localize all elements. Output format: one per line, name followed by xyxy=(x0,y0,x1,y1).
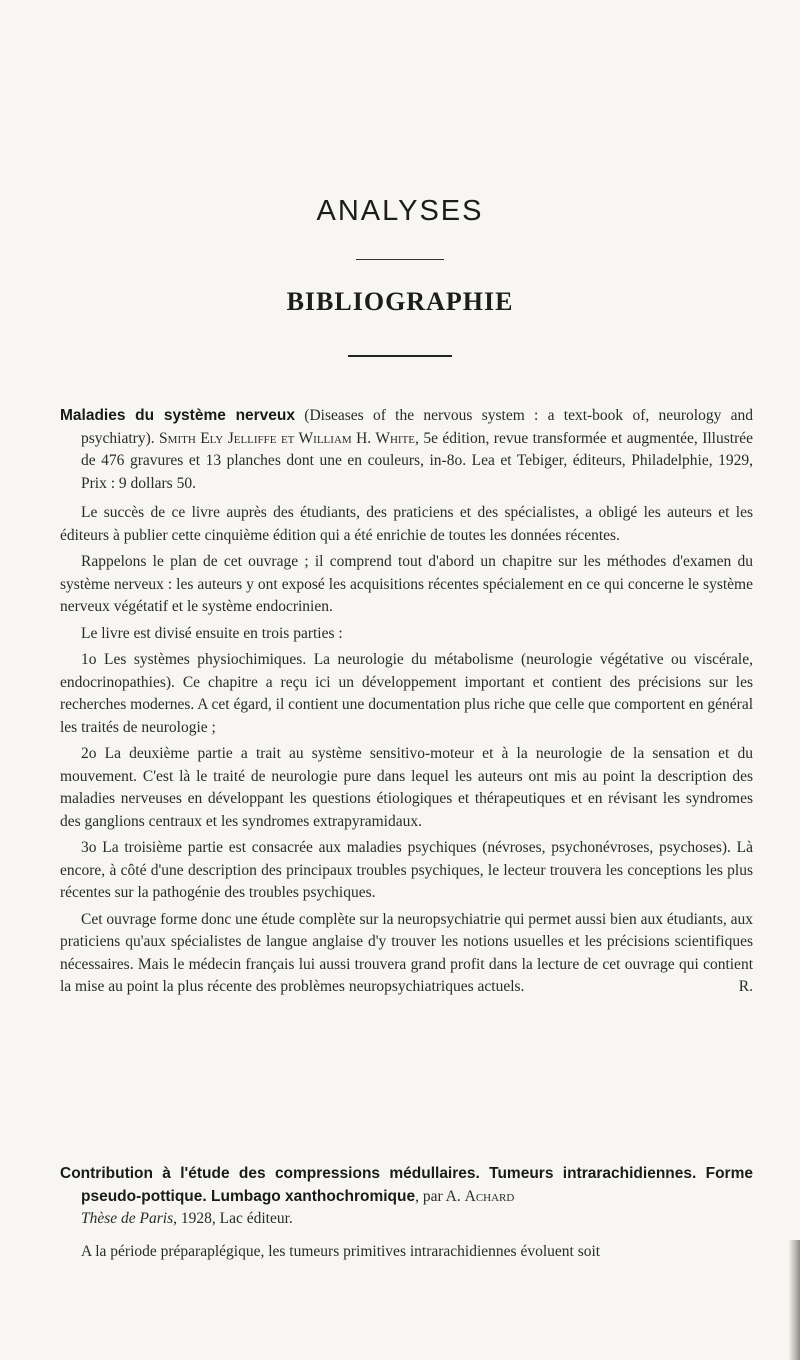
review-1-closing xyxy=(60,909,753,999)
section-title: BIBLIOGRAPHIE xyxy=(286,287,514,316)
review-1-closing-text: Cet ouvrage forme donc une étude complète sur la neuropsychiatrie qui permet aussi bien aux étudiants, aux praticiens qu'aux spécialistes de langue anglaise d'y trouver les notions usuelles et les précisions scientifiques nécessaires. Mais le médecin français lui aussi trouvera grand profit dans la lecture de cet ouvrage qui contient la mise au point la plus récente des problèmes neuropsychiatriques actuels. xyxy=(60,910,753,995)
review-1-book-title: Maladies du système nerveux xyxy=(60,407,296,424)
review-2-author: Achard xyxy=(464,1187,515,1205)
review-2 xyxy=(60,1163,753,1263)
review-1-paragraph xyxy=(60,909,753,999)
review-1-paragraph: 2o La deuxième partie a trait au système sensitivo-moteur et à la neurologie de la sensation et du mouvement. C'est là le traité de neurologie pure dans lequel les auteurs ont mis au point la description des maladies nerveuses en développant les questions étiologiques et thérapeutiques et en révisant les syndromes des ganglions centraux et les syndromes extrapyramidaux. xyxy=(60,745,753,830)
review-1-signature: R. xyxy=(738,978,753,995)
review-1-paragraph: Le livre est divisé ensuite en trois parties : xyxy=(81,624,343,642)
review-1-paragraph: 1o Les systèmes physiochimiques. La neurologie du métabolisme (neurologie végétative ou viscérale, endocrinopathies). Ce chapitre a reçu ici un développement important et contient des précisions sur les recherches modernes. A cet égard, il contient une documentation plus riche que celle que comportent en général les traités de neurologie ; xyxy=(60,651,753,736)
review-1-edition-info: , 5e édition, revue transformée et augmentée, Illustrée de 476 gravures et 13 planches dont une en couleurs, in-8o. Lea et Tebiger, éditeurs, Philadelphie, 1929, Prix : 9 dollars 50. xyxy=(81,429,753,492)
review-2-book-title: Contribution à l'étude des compressions médullaires. Tumeurs intrarachidiennes. Forme pseudo-pottique. Lumbago xanthochromique xyxy=(60,1165,753,1205)
review-2-citation xyxy=(60,1163,753,1231)
title-divider xyxy=(356,259,444,260)
review-1-paragraph: Le succès de ce livre auprès des étudiants, des praticiens et des spécialistes, a obligé les auteurs et les éditeurs à publier cette cinquième édition qui a été enrichie de toutes les données récentes. xyxy=(60,504,753,544)
review-1-citation xyxy=(60,405,753,495)
review-1-citation-text: (Diseases of the nervous system : a text-book of, neurology and psychiatry). xyxy=(81,407,754,447)
review-2-thesis: Thèse de Paris xyxy=(81,1210,174,1227)
review-2-by: , par A. xyxy=(415,1187,465,1205)
review-2-publication: , 1928, Lac éditeur. xyxy=(173,1210,293,1227)
section-divider xyxy=(348,355,452,357)
page-edge-shadow xyxy=(788,1240,800,1360)
review-2-paragraph: A la période préparaplégique, les tumeurs primitives intrarachidiennes évoluent soit xyxy=(81,1242,601,1260)
page-title: ANALYSES xyxy=(316,195,484,227)
review-1-paragraph: Rappelons le plan de cet ouvrage ; il comprend tout d'abord un chapitre sur les méthodes d'examen du système nerveux : les auteurs y ont exposé les acquisitions récentes spécialement en ce qui concerne le système nerveux végétatif et le système endocrinien. xyxy=(60,553,753,615)
review-1-paragraph: 3o La troisième partie est consacrée aux maladies psychiques (névroses, psychonévroses, psychoses). Là encore, à côté d'une description des principaux troubles psychiques, le lecteur trouvera les conceptions les plus récentes sur la pathogénie des troubles psychiques. xyxy=(60,839,753,901)
review-1 xyxy=(60,405,753,999)
review-1-authors: Smith Ely Jelliffe et William H. White xyxy=(159,429,416,447)
